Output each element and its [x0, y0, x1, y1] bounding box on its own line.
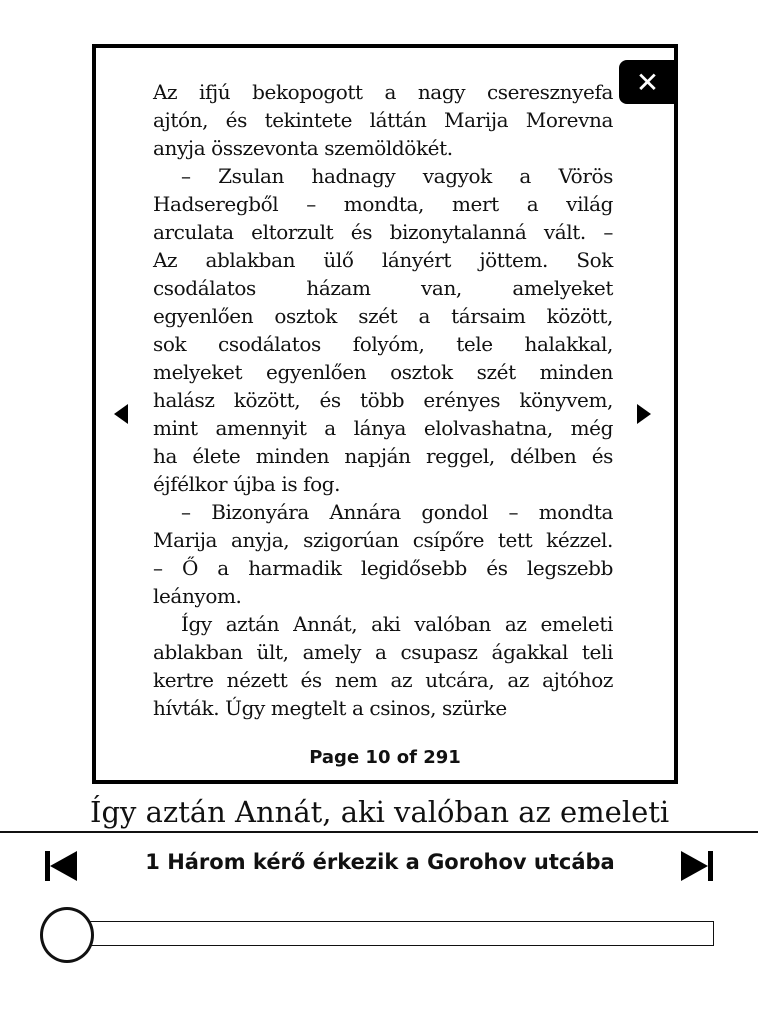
previous-page-arrow-icon[interactable] [114, 404, 128, 424]
popup-page-text [153, 78, 613, 722]
text-line: ajtón, és tekintete láttán Marija Morevna [153, 108, 613, 132]
text-line: Hadseregből – mondta, mert a világ [153, 192, 613, 216]
page-preview-popup [92, 44, 678, 784]
text-line: egyenlően osztok szét a társaim között, [153, 304, 613, 328]
text-line: – Zsulan hadnagy vagyok a Vörös [181, 164, 613, 188]
progress-slider-handle[interactable] [40, 907, 94, 963]
close-button[interactable] [619, 60, 676, 104]
background-page-last-line: Így aztán Annát, aki valóban az emeleti [90, 795, 670, 829]
text-line: arculata eltorzult és bizonytalanná vált. – [153, 220, 613, 244]
text-line: mint amennyit a lánya elolvashatna, még [153, 416, 613, 440]
text-line: ablakban ült, amely a csupasz ágakkal teli [153, 640, 613, 664]
text-line: Az ablakban ülő lányért jöttem. Sok [153, 248, 613, 272]
previous-chapter-icon[interactable] [45, 851, 77, 881]
next-page-arrow-icon[interactable] [637, 404, 651, 424]
text-line: – Ő a harmadik legidősebb és legszebb [153, 556, 613, 580]
text-line: anyja összevonta szemöldökét. [153, 136, 453, 160]
next-chapter-icon[interactable] [681, 851, 713, 881]
text-line: hívták. Úgy megtelt a csinos, szürke [153, 696, 507, 720]
text-line: éjfélkor újba is fog. [153, 472, 341, 496]
text-line: csodálatos házam van, amelyeket [153, 276, 613, 300]
text-line: leányom. [153, 584, 242, 608]
text-line: Marija anyja, szigorúan csípőre tett kézzel. [153, 528, 613, 552]
footer-divider [0, 831, 758, 833]
text-line: halász között, és több erényes könyvem, [153, 388, 613, 412]
text-line: ha élete minden napján reggel, délben és [153, 444, 613, 468]
page-number-label: Page 10 of 291 [309, 747, 461, 768]
text-line: Az ifjú bekopogott a nagy cseresznyefa [153, 80, 613, 104]
text-line: melyeket egyenlően osztok szét minden [153, 360, 613, 384]
text-line: Így aztán Annát, aki valóban az emeleti [181, 612, 613, 636]
text-line: sok csodálatos folyóm, tele halakkal, [153, 332, 613, 356]
close-icon: ✕ [635, 65, 660, 99]
chapter-title: 1 Három kérő érkezik a Gorohov utcába [145, 850, 615, 874]
text-line: kertre nézett és nem az utcára, az ajtóhoz [153, 668, 613, 692]
book-progress-slider[interactable] [88, 921, 714, 946]
text-line: – Bizonyára Annára gondol – mondta [181, 500, 613, 524]
